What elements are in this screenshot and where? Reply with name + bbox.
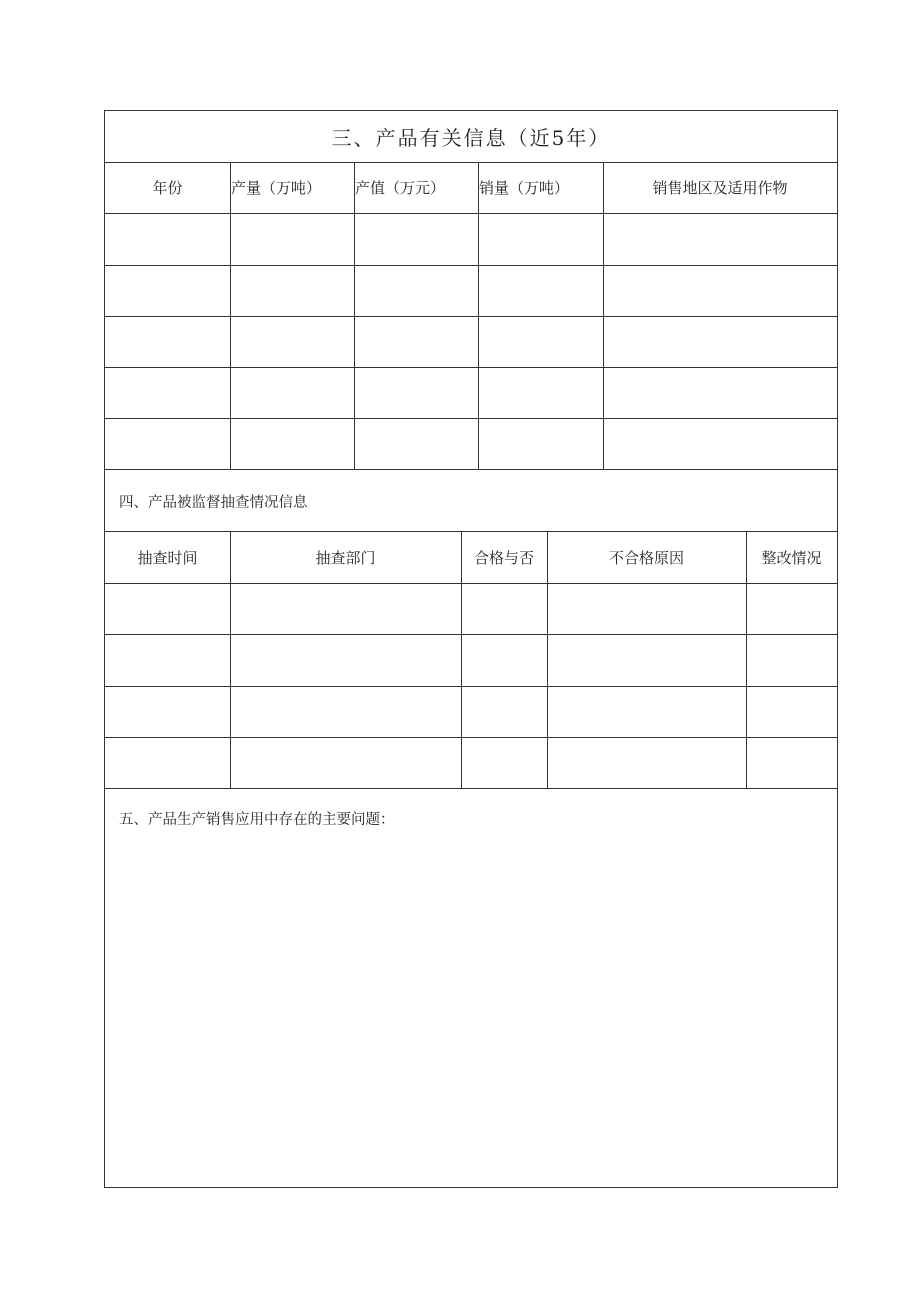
divider [105,469,837,470]
header-year: 年份 [152,179,183,197]
header-region-crops: 销售地区及适用作物 [652,179,788,197]
section4-title: 四、产品被监督抽查情况信息 [119,495,308,511]
header-inspection-time: 抽查时间 [137,548,198,567]
divider [105,788,837,789]
section5-answer-area[interactable] [105,833,837,1183]
section3-data-rows[interactable] [105,213,837,469]
product-info-form [104,110,838,1188]
header-output: 产量（万吨） [231,179,322,197]
header-inspection-dept: 抽查部门 [315,548,376,567]
header-sales: 销量（万吨） [479,179,570,197]
section5-title: 五、产品生产销售应用中存在的主要问题： [119,812,395,828]
section4-data-rows[interactable] [105,583,837,788]
header-output-value: 产值（万元） [355,179,446,197]
header-fail-reason: 不合格原因 [608,548,684,567]
header-rectification: 整改情况 [761,548,822,567]
header-qualified: 合格与否 [473,548,534,567]
section3-title: 三、产品有关信息（近5年） [331,126,611,150]
